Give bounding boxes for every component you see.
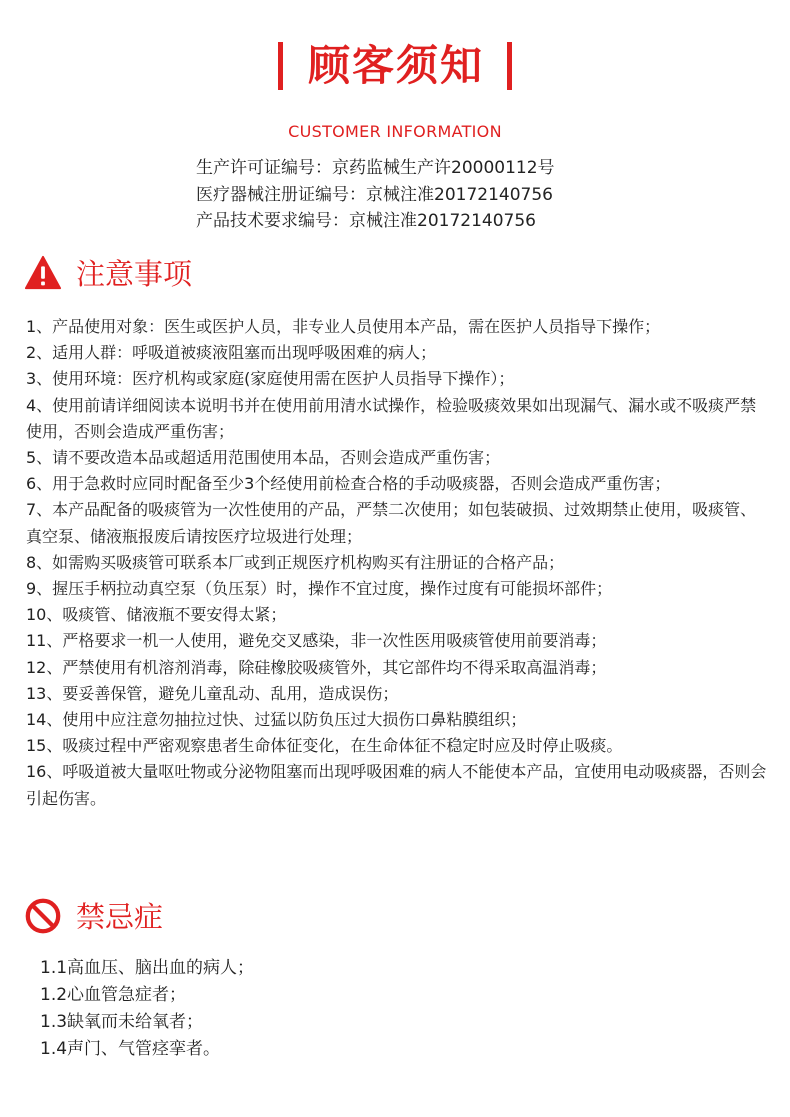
page-title: 顾客须知 (307, 41, 484, 90)
contraindications-title: 禁忌症 (76, 900, 164, 934)
note-item: 12、严禁使用有机溶剂消毒，除硅橡胶吸痰管外，其它部件均不得采取高温消毒； (26, 657, 607, 677)
contra-item: 1.3缺氧而未给氧者； (40, 1012, 204, 1032)
production-license: 生产许可证编号：京药监械生产许20000112号 (196, 158, 555, 178)
note-item: 1、产品使用对象：医生或医护人员，非专业人员使用本产品，需在医护人员指导下操作； (26, 317, 661, 336)
page-header (0, 38, 790, 94)
note-item: 9、握压手柄拉动真空泵（负压泵）时，操作不宜过度，操作过度有可能损坏部件； (26, 579, 613, 599)
note-item: 11、严格要求一机一人使用，避免交叉感染，非一次性医用吸痰管使用前要消毒； (26, 631, 607, 651)
note-item: 14、使用中应注意勿抽拉过快、过猛以防负压过大损伤口鼻粘膜组织； (26, 710, 527, 730)
title-bar-right (507, 42, 512, 90)
page-subtitle: CUSTOMER INFORMATION (288, 122, 502, 141)
note-item: 8、如需购买吸痰管可联系本厂或到正规医疗机构购买有注册证的合格产品； (26, 552, 565, 572)
contra-item: 1.4声门、气管痉挛者。 (40, 1039, 221, 1059)
warning-triangle-icon (24, 254, 62, 292)
notes-list (26, 314, 770, 812)
note-item: 13、要妥善保管，避免儿童乱动、乱用，造成误伤； (26, 683, 399, 703)
note-item: 2、适用人群：呼吸道被痰液阻塞而出现呼吸困难的病人； (26, 343, 437, 363)
notes-heading (24, 252, 424, 296)
contra-item: 1.2心血管急症者； (40, 985, 187, 1005)
license-info (196, 155, 716, 235)
notes-title: 注意事项 (76, 257, 193, 291)
note-item: 7、本产品配备的吸痰管为一次性使用的产品，严禁二次使用；如包装破损、过效期禁止使用，吸痰管、真空泵、储液瓶报废后请按医疗垃圾进行处理； (26, 500, 757, 546)
note-item: 5、请不要改造本品或超适用范围使用本品，否则会造成严重伤害； (26, 448, 501, 468)
registration-certificate: 医疗器械注册证编号：京械注准20172140756 (196, 184, 553, 205)
note-item: 10、吸痰管、储液瓶不要安得太紧； (26, 605, 287, 625)
contraindications-heading (24, 895, 424, 939)
note-item: 4、使用前请详细阅读本说明书并在使用前用清水试操作，检验吸痰效果如出现漏气、漏水或不吸痰严禁使用，否则会造成严重伤害； (26, 395, 757, 441)
note-item: 15、吸痰过程中严密观察患者生命体征变化，在生命体征不稳定时应及时停止吸痰。 (26, 736, 623, 756)
note-item: 3、使用环境：医疗机构或家庭(家庭使用需在医护人员指导下操作）； (26, 369, 515, 389)
contra-item: 1.1高血压、脑出血的病人； (40, 958, 255, 978)
note-item: 16、呼吸道被大量呕吐物或分泌物阻塞而出现呼吸困难的病人不能使本产品，宜使用电动吸痰器，否则会引起伤害。 (26, 762, 767, 808)
contraindications-list (40, 955, 740, 1063)
note-item: 6、用于急救时应同时配备至少3个经使用前检查合格的手动吸痰器，否则会造成严重伤害； (26, 474, 671, 494)
title-bar-left (278, 42, 283, 90)
technical-requirement: 产品技术要求编号：京械注准20172140756 (196, 211, 536, 231)
prohibited-icon (24, 897, 62, 935)
